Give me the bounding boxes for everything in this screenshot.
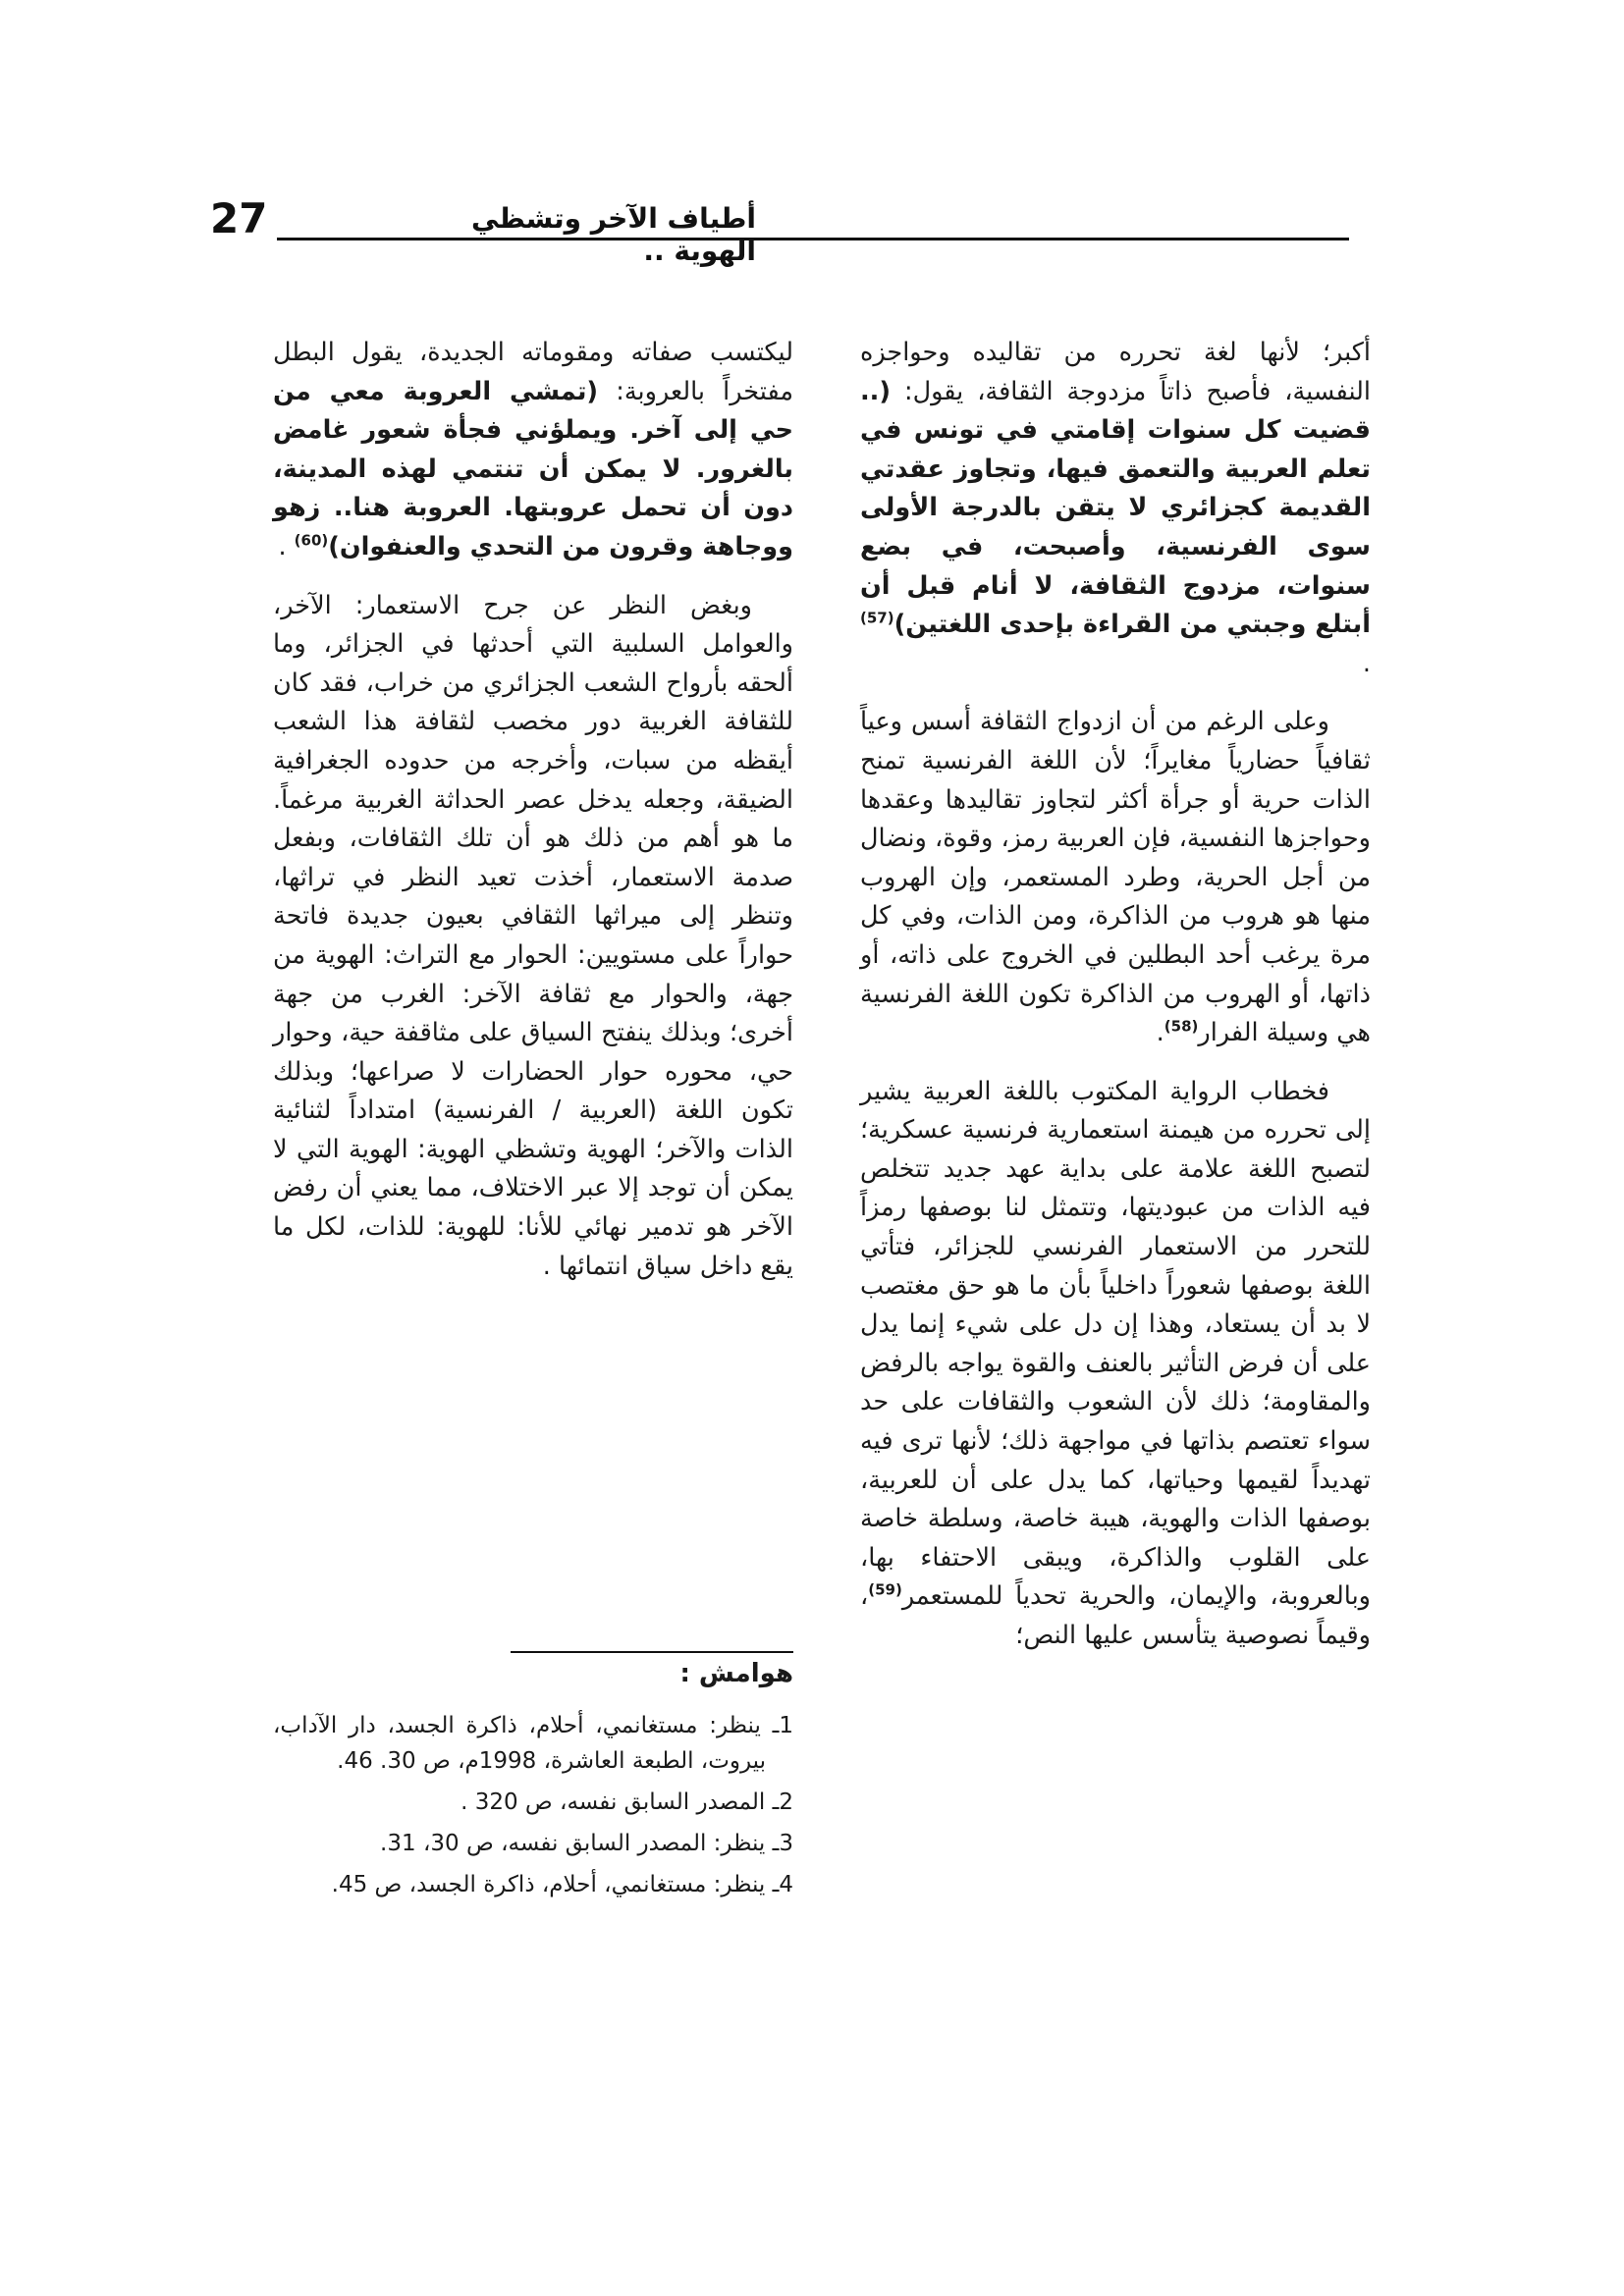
paragraph (860, 1073, 1371, 1656)
paragraph-text: أكبر؛ لأنها لغة تحرره من تقاليده وحواجزه النفسية، فأصبح ذاتاً مزدوجة الثقافة، يقول: (860, 338, 1372, 406)
paragraph-end: . (1156, 1018, 1164, 1048)
footnotes-title: هوامش : (679, 1659, 793, 1688)
footnote-item: 3ـ ينظر: المصدر السابق نفسه، ص 30، 31. (380, 1831, 793, 1856)
paragraph-text: وبغض النظر عن جرح الاستعمار: الآخر، والعوامل السلبية التي أحدثها في الجزائر، وما ألحقه بأرواح الشعب الجزائري من خراب، فقد كان للثقافة الغربية دور مخصب لثقافة هذا الشعب أيقظه من سبات، وأخرجه من حدوده الجغرافية الضيقة، وجعله يدخل عصر الحداثة الغربية مرغماً. ما هو أهم من ذلك هو أن تلك الثقافات، وبفعل صدمة الاستعمار، أخذت تعيد النظر في تراثها، وتنظر إلى ميراثها الثقافي بعيون جديدة فاتحة حواراً على مستويين: الحوار مع التراث: الهوية من جهة، والحوار مع ثقافة الآخر: الغرب من جهة أخرى؛ وبذلك ينفتح السياق على مثاقفة حية، وحوار حي، محوره حوار الحضارات لا صراعها؛ وبذلك تكون اللغة (العربية / الفرنسية) امتداداً لثنائية الذات والآخر؛ الهوية وتشظي الهوية: الهوية التي لا يمكن أن توجد إلا عبر الاختلاف، مما يعني أن رفض الآخر هو تدمير نهائي للأنا: للهوية: للذات، لكل ما يقع داخل سياق انتمائها . (273, 590, 793, 1281)
bold-quote: (.. قضيت كل سنوات إقامتي في تونس في تعلم العربية والتعمق فيها، وتجاوز عقدتي القديمة كجزائري لا يتقن بالدرجة الأولى سوى الفرنسية، وأصبحت، في بضع سنوات، مزدوج الثقافة، لا أنام قبل أن أبتلع وجبتي من القراءة بإحدى اللغتين) (860, 376, 1371, 640)
paragraph-text: وعلى الرغم من أن ازدواج الثقافة أسس وعياً ثقافياً حضارياً مغايراً؛ لأن اللغة الفرنسية تمنح الذات حرية أو جرأة أكثر لتجاوز تقاليدها وعقدها وحواجزها النفسية، فإن العربية رمز، وقوة، ونضال من أجل الحرية، وطرد المستعمر، وإن الهروب منها هو هروب من الذاكرة، ومن الذات، وفي كل مرة يرغب أحد البطلين في الخروج على ذاته، أو ذاتها، أو الهروب من الذاكرة تكون اللغة الفرنسية هي وسيلة الفرار (860, 707, 1371, 1048)
right-text-column (860, 334, 1371, 1676)
bold-quote: (تمشي العروبة معي من حي إلى آخر. ويملؤني فجأة شعور غامض بالغرور. لا يمكن أن تنتمي لهذه المدينة، دون أن تحمل عروبتها. العروبة هنا.. زهو ووجاهة وقرون من التحدي والعنفوان) (273, 376, 793, 561)
footnotes-rule (511, 1651, 793, 1653)
footnote-item: 4ـ ينظر: مستغانمي، أحلام، ذاكرة الجسد، ص 45. (331, 1872, 793, 1897)
paragraph-end: . (1362, 648, 1371, 678)
footnote-item: 1ـ ينظر: مستغانمي، أحلام، ذاكرة الجسد، دار الآداب، بيروت، الطبعة العاشرة، 1998م، ص 30. 46. (273, 1713, 793, 1774)
footnote-ref: (60) (294, 531, 329, 550)
left-text-column (273, 334, 793, 1306)
paragraph (273, 587, 793, 1287)
footnote-ref: (57) (860, 609, 894, 627)
header-rule (277, 238, 1349, 240)
paragraph-end: . (278, 531, 295, 561)
paragraph (860, 703, 1371, 1052)
footnote-item: 2ـ المصدر السابق نفسه، ص 320 . (460, 1789, 793, 1815)
footnotes-list (273, 1708, 793, 1908)
page-number: 27 (210, 194, 268, 242)
paragraph-text: فخطاب الرواية المكتوب باللغة العربية يشير إلى تحرره من هيمنة استعمارية فرنسية عسكرية؛ لتصبح اللغة علامة على بداية عهد جديد تتخلص فيه الذات من عبوديتها، وتتمثل لنا بوصفها رمزاً للتحرر من الاستعمار الفرنسي للجزائر، فتأتي اللغة بوصفها شعوراً داخلياً بأن ما هو حق مغتصب لا بد أن يستعاد، وهذا إن دل على شيء إنما يدل على أن فرض التأثير بالعنف والقوة يواجه بالرفض والمقاومة؛ ذلك لأن الشعوب والثقافات على حد سواء تعتصم بذاتها في مواجهة ذلك؛ لأنها ترى فيه تهديداً لقيمها وحياتها، كما يدل على أن للعربية، بوصفها الذات والهوية، هيبة خاصة، وسلطة خاصة على القلوب والذاكرة، ويبقى الاحتفاء بها، وبالعروبة، والإيمان، والحرية تحدياً للمستعمر (860, 1076, 1371, 1612)
running-title: أطياف الآخر وتشظي الهوية .. (471, 202, 756, 267)
paragraph-text: ليكتسب صفاته ومقوماته الجديدة، يقول البطل مفتخراً بالعروبة: (273, 338, 794, 406)
paragraph-end: ، وقيماً نصوصية يتأسس عليها النص؛ (860, 1581, 1371, 1650)
paragraph (860, 334, 1371, 683)
paragraph (273, 334, 793, 567)
footnote-ref: (58) (1164, 1017, 1199, 1036)
footnote-ref: (59) (868, 1580, 902, 1599)
